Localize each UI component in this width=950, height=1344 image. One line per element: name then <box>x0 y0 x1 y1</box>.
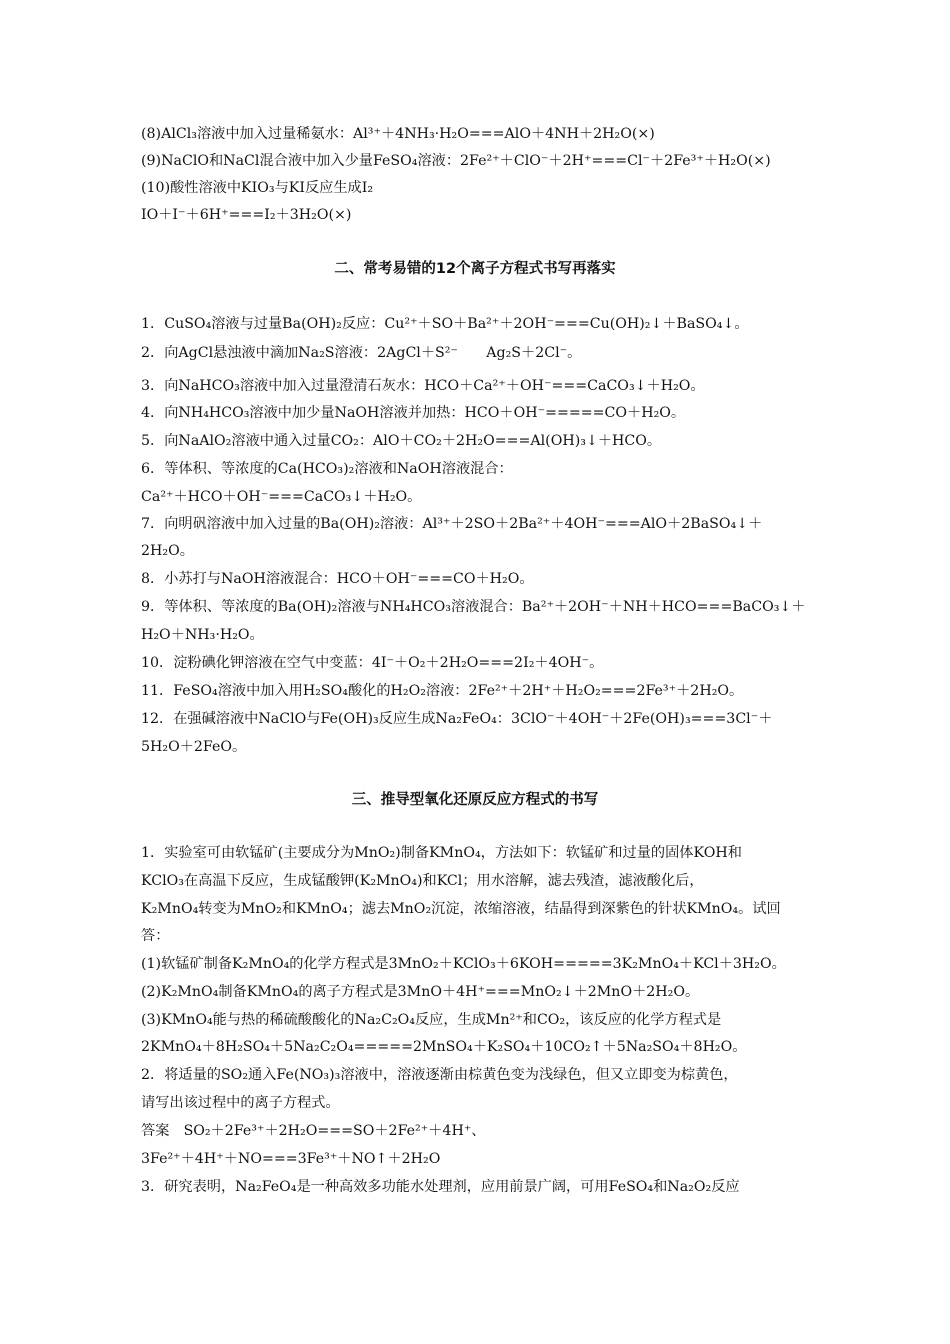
text-line: 答案 SO₂＋2Fe³⁺＋2H₂O===SO＋2Fe²⁺＋4H⁺、 <box>141 1123 486 1139</box>
text-line: 2．向AgCl悬浊液中滴加Na₂S溶液：2AgCl＋S²⁻ Ag₂S＋2Cl⁻。 <box>141 345 582 361</box>
text-line: 3．研究表明，Na₂FeO₄是一种高效多功能水处理剂，应用前景广阔，可用FeSO₄和Na₂O₂反应 <box>141 1179 740 1195</box>
text-line: 12．在强碱溶液中NaClO与Fe(OH)₃反应生成Na₂FeO₄：3ClO⁻＋4OH⁻＋2Fe(OH)₃===3Cl⁻＋ <box>141 711 773 727</box>
text-line: H₂O＋NH₃·H₂O。 <box>141 627 264 643</box>
text-line: K₂MnO₄转变为MnO₂和KMnO₄；滤去MnO₂沉淀，浓缩溶液，结晶得到深紫色的针状KMnO₄。试回 <box>141 901 781 917</box>
text-line: (2)K₂MnO₄制备KMnO₄的离子方程式是3MnO＋4H⁺===MnO₂↓＋2MnO＋2H₂O。 <box>141 984 700 1000</box>
text-line: 6．等体积、等浓度的Ca(HCO₃)₂溶液和NaOH溶液混合： <box>141 461 513 477</box>
text-line: 7．向明矾溶液中加入过量的Ba(OH)₂溶液：Al³⁺＋2SO＋2Ba²⁺＋4OH⁻===AlO＋2BaSO₄↓＋ <box>141 516 763 532</box>
text-line: Ca²⁺＋HCO＋OH⁻===CaCO₃↓＋H₂O。 <box>141 489 422 505</box>
text-line: (3)KMnO₄能与热的稀硫酸酸化的Na₂C₂O₄反应，生成Mn²⁺和CO₂，该反应的化学方程式是 <box>141 1012 722 1028</box>
text-line: 1．CuSO₄溶液与过量Ba(OH)₂反应：Cu²⁺＋SO＋Ba²⁺＋2OH⁻===Cu(OH)₂↓＋BaSO₄↓。 <box>141 316 749 332</box>
section-heading: 二、常考易错的12个离子方程式书写再落实 <box>334 261 616 277</box>
text-line: KClO₃在高温下反应，生成锰酸钾(K₂MnO₄)和KCl；用水溶解，滤去残渣，滤液酸化后， <box>141 873 704 889</box>
text-line: 5H₂O＋2FeO。 <box>141 739 247 755</box>
text-line: (10)酸性溶液中KIO₃与KI反应生成I₂ <box>141 180 374 196</box>
text-line: 9．等体积、等浓度的Ba(OH)₂溶液与NH₄HCO₃溶液混合：Ba²⁺＋2OH⁻＋NH＋HCO===BaCO₃↓＋ <box>141 599 806 615</box>
section-heading: 三、推导型氧化还原反应方程式的书写 <box>351 792 599 808</box>
text-line: (1)软锰矿制备K₂MnO₄的化学方程式是3MnO₂＋KClO₃＋6KOH=====3K₂MnO₄＋KCl＋3H₂O。 <box>141 956 786 972</box>
text-line: (9)NaClO和NaCl混合液中加入少量FeSO₄溶液：2Fe²⁺＋ClO⁻＋2H⁺===Cl⁻＋2Fe³⁺＋H₂O(×) <box>141 153 771 169</box>
text-line: 请写出该过程中的离子方程式。 <box>141 1095 340 1111</box>
text-line: 5．向NaAlO₂溶液中通入过量CO₂：AlO＋CO₂＋2H₂O===Al(OH)₃↓＋HCO。 <box>141 433 662 449</box>
text-line: 答： <box>141 928 170 944</box>
text-line: 2KMnO₄＋8H₂SO₄＋5Na₂C₂O₄=====2MnSO₄＋K₂SO₄＋10CO₂↑＋5Na₂SO₄＋8H₂O。 <box>141 1039 747 1055</box>
text-line: 4．向NH₄HCO₃溶液中加少量NaOH溶液并加热：HCO＋OH⁻=====CO＋H₂O。 <box>141 405 686 421</box>
text-line: (8)AlCl₃溶液中加入过量稀氨水：Al³⁺＋4NH₃·H₂O===AlO＋4NH＋2H₂O(×) <box>141 126 655 142</box>
text-line: 10．淀粉碘化钾溶液在空气中变蓝：4I⁻＋O₂＋2H₂O===2I₂＋4OH⁻。 <box>141 655 604 671</box>
text-line: 1．实验室可由软锰矿(主要成分为MnO₂)制备KMnO₄，方法如下：软锰矿和过量的固体KOH和 <box>141 845 742 861</box>
text-line: IO＋I⁻＋6H⁺===I₂＋3H₂O(×) <box>141 207 352 223</box>
text-line: 3Fe²⁺＋4H⁺＋NO===3Fe³⁺＋NO↑＋2H₂O <box>141 1151 441 1167</box>
text-line: 11．FeSO₄溶液中加入用H₂SO₄酸化的H₂O₂溶液：2Fe²⁺＋2H⁺＋H₂O₂===2Fe³⁺＋2H₂O。 <box>141 683 744 699</box>
text-line: 8．小苏打与NaOH溶液混合：HCO＋OH⁻===CO＋H₂O。 <box>141 571 534 587</box>
text-line: 2H₂O。 <box>141 543 194 559</box>
text-line: 2．将适量的SO₂通入Fe(NO₃)₃溶液中，溶液逐渐由棕黄色变为浅绿色，但又立即变为棕黄色， <box>141 1067 738 1083</box>
text-line: 3．向NaHCO₃溶液中加入过量澄清石灰水：HCO＋Ca²⁺＋OH⁻===CaCO₃↓＋H₂O。 <box>141 378 705 394</box>
